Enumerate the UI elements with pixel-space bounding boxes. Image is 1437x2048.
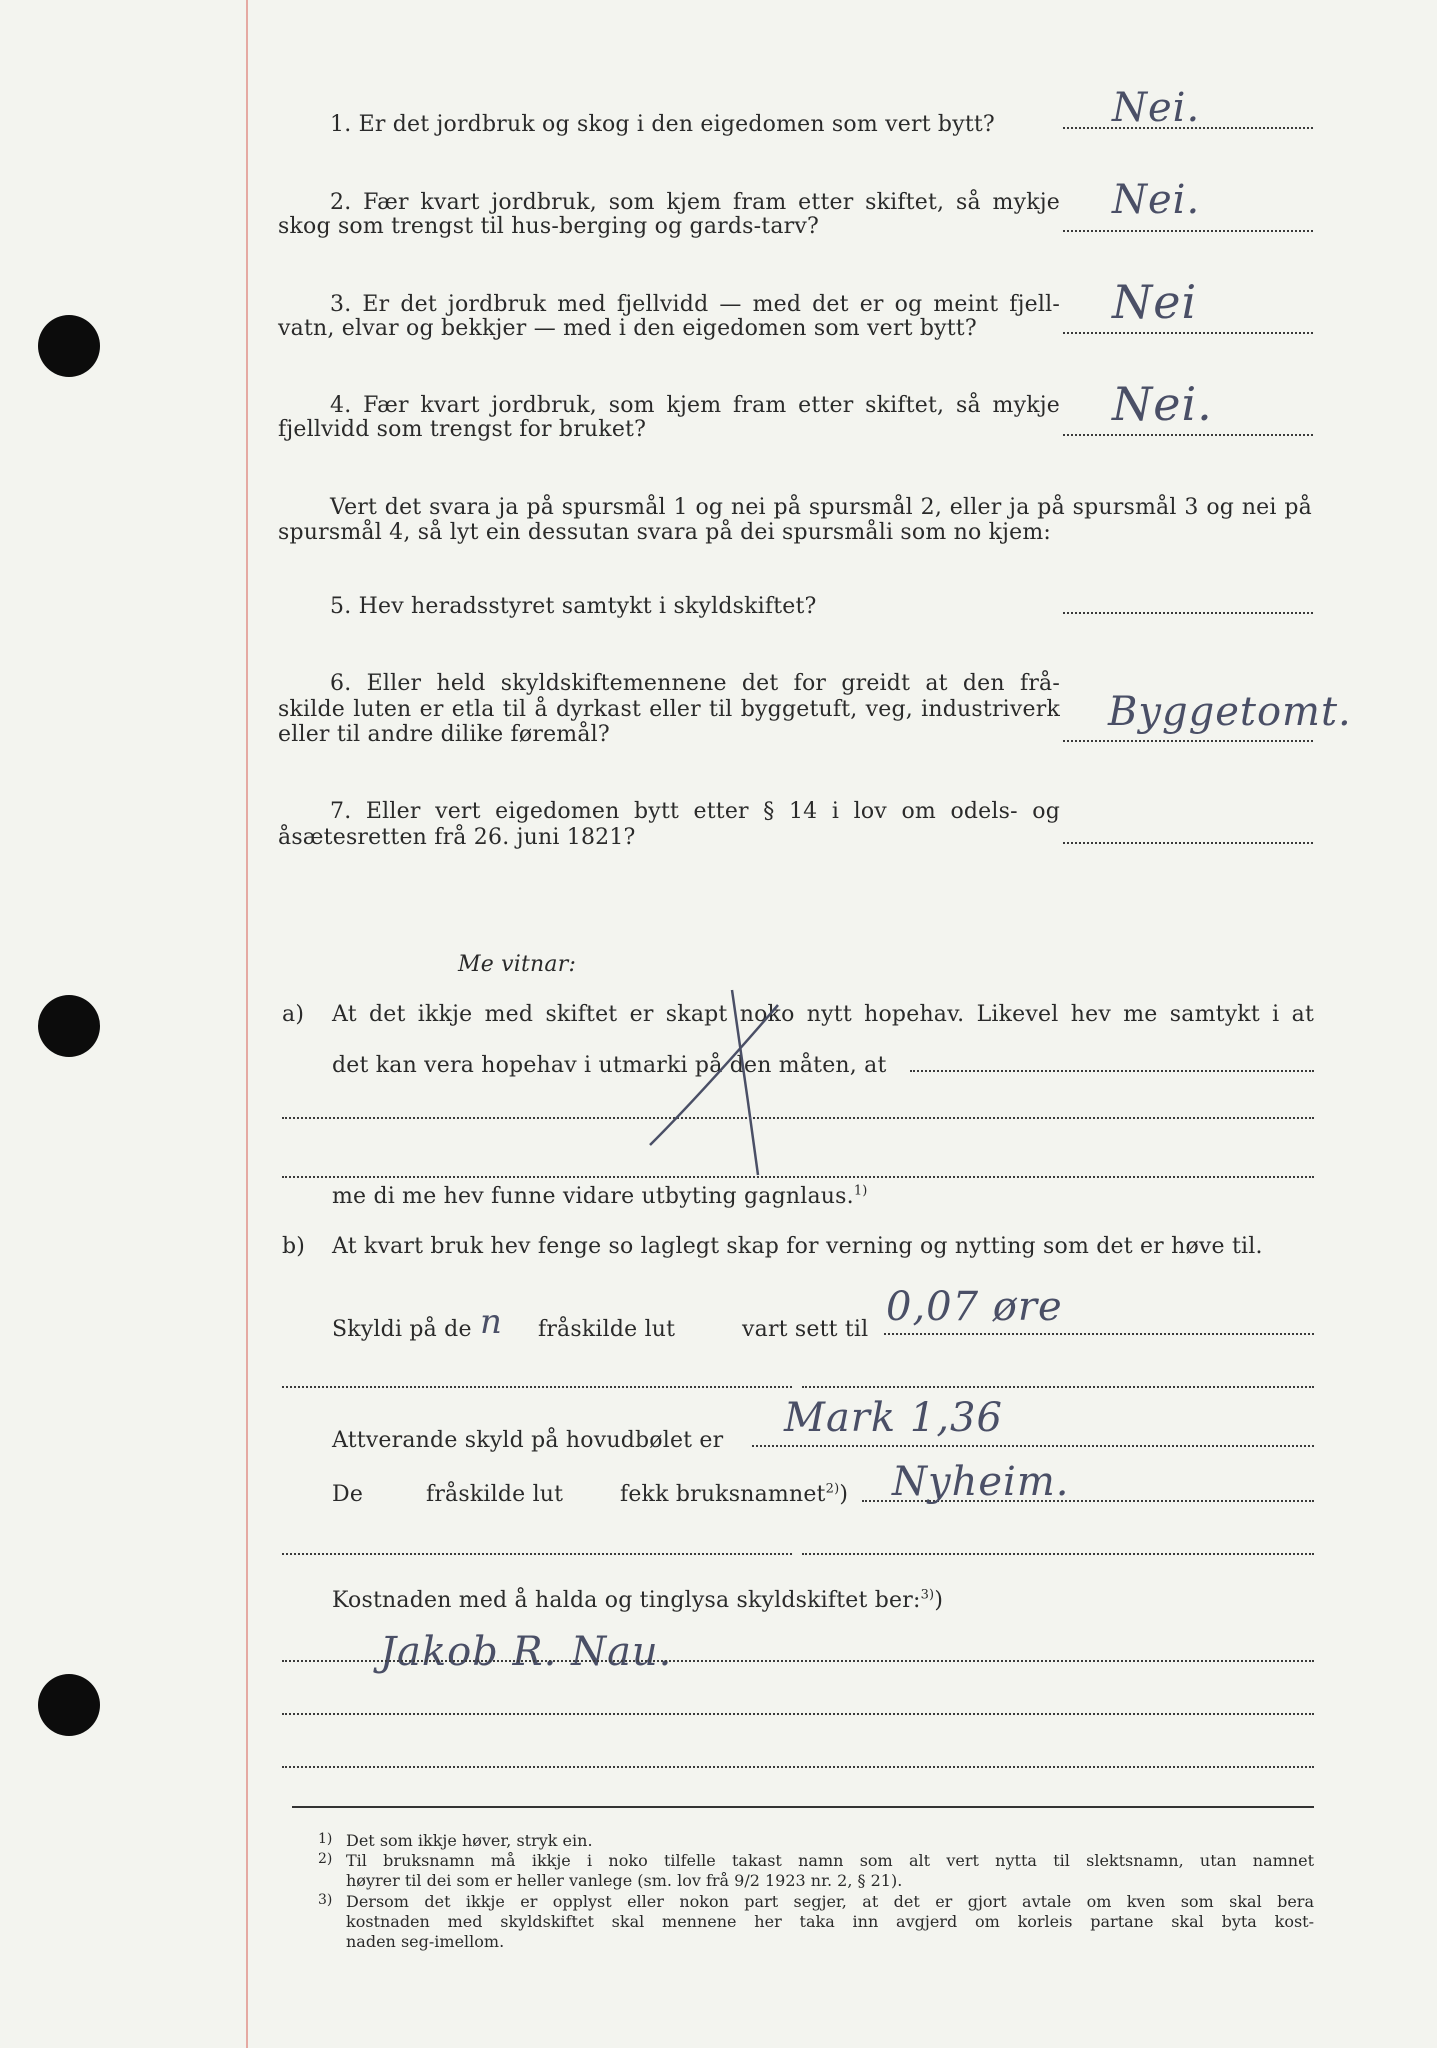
punch-hole-middle xyxy=(38,995,100,1057)
question-3-text-line1: 3. Er det jordbruk med fjellvidd — med det er og meint fjell‑ xyxy=(330,292,1060,317)
answer-line-2 xyxy=(1063,230,1313,232)
footnote-separator xyxy=(292,1806,1314,1808)
question-6-answer: Byggetomt. xyxy=(1108,689,1352,735)
footnote-2-line2: høyrer til dei som er heller vanlege (sm. lov frå 9/2 1923 nr. 2, § 21). xyxy=(346,1871,903,1890)
question-3-text-line2: vatn, elvar og bekkjer — med i den eigedomen som vert bytt? xyxy=(278,316,977,341)
kostnad-label: Kostnaden med å halda og tinglysa skyldskiftet ber:$^{3)}$) xyxy=(332,1587,944,1613)
attverande-answer: Mark 1,36 xyxy=(784,1395,1003,1441)
footnote-3-number: 3) xyxy=(318,1892,333,1908)
bruksnamn-label-b: fråskilde lut xyxy=(426,1482,564,1507)
footnote-ref-1: 1) xyxy=(853,1183,868,1199)
question-5-text: 5. Hev heradsstyret samtykt i skyldskiftet? xyxy=(330,594,817,619)
answer-line-6 xyxy=(1063,740,1313,742)
footnote-1-number: 1) xyxy=(318,1831,333,1847)
bruksnamn-fill-line-left xyxy=(282,1553,792,1555)
question-4-text-line1: 4. Fær kvart jordbruk, som kjem fram etter skiftet, så mykje xyxy=(330,393,1060,418)
witness-a-line3-text: me di me hev funne vidare utbyting gagnlaus. xyxy=(332,1184,854,1209)
footnote-ref-3: 3) xyxy=(920,1587,935,1603)
intro-line1: Vert det svara ja på spursmål 1 og nei på spursmål 2, eller ja på spursmål 3 og nei på xyxy=(330,495,1312,520)
skyld-label-c: vart sett til xyxy=(742,1317,869,1342)
punch-hole-bottom xyxy=(38,1674,100,1736)
witness-heading: Me vitnar: xyxy=(458,952,577,977)
question-6-text-line1: 6. Eller held skyldskiftemennene det for greidt at den frå‑ xyxy=(330,671,1060,696)
skyld-fill-line-right xyxy=(802,1386,1314,1388)
question-2-text-line1: 2. Fær kvart jordbruk, som kjem fram etter skiftet, så mykje xyxy=(330,190,1060,215)
question-7-text-line1: 7. Eller vert eigedomen bytt etter § 14 i lov om odels‑ og xyxy=(330,799,1060,824)
witness-a-fill-line2 xyxy=(282,1117,1314,1119)
witness-a-line2: det kan vera hopehav i utmarki på den måten, at xyxy=(332,1053,887,1078)
skyld-fill-line-left xyxy=(282,1386,792,1388)
answer-line-4 xyxy=(1063,434,1313,436)
bruksnamn-label-c: fekk bruksnamnet$^{2)}$) xyxy=(620,1481,849,1507)
footnote-ref-2: 2) xyxy=(825,1481,840,1497)
witness-a-line1: At det ikkje med skiftet er skapt noko nytt hopehav. Likevel hev me samtykt i at xyxy=(332,1002,1314,1027)
question-4-text-line2: fjellvidd som trengst for bruket? xyxy=(278,417,647,442)
question-7-text-line2: åsætesretten frå 26. juni 1821? xyxy=(278,825,636,850)
footnote-3-line3: naden seg‑imellom. xyxy=(346,1932,505,1951)
punch-hole-top xyxy=(38,315,100,377)
intro-line2: spursmål 4, så lyt ein dessutan svara på dei spursmåli som no kjem: xyxy=(278,520,1052,545)
footnote-1-text: Det som ikkje høver, stryk ein. xyxy=(346,1831,593,1850)
witness-b-label: b) xyxy=(282,1234,306,1259)
question-3-answer: Nei xyxy=(1112,275,1198,329)
question-4-answer: Nei. xyxy=(1112,377,1213,431)
witness-a-fill-line1 xyxy=(910,1070,1314,1072)
witness-a-fill-line3 xyxy=(282,1176,1314,1178)
attverande-label: Attverande skyld på hovudbølet er xyxy=(332,1428,724,1453)
skyld-handwritten-n: n xyxy=(480,1302,503,1342)
bruksnamn-fill-line-right xyxy=(802,1553,1314,1555)
kostnad-fill-line-1 xyxy=(282,1660,1314,1662)
answer-line-3 xyxy=(1063,332,1313,334)
answer-line-7 xyxy=(1063,842,1313,844)
skyld-answer: 0,07 øre xyxy=(886,1284,1063,1330)
attverande-answer-line xyxy=(752,1445,1314,1447)
witness-b-line1: At kvart bruk hev fenge so laglegt skap for verning og nytting som det er høve til. xyxy=(332,1234,1263,1259)
skyld-label-b: fråskilde lut xyxy=(538,1317,676,1342)
kostnad-label-text: Kostnaden med å halda og tinglysa skyldskiftet ber: xyxy=(332,1588,921,1613)
skyld-answer-line xyxy=(884,1333,1314,1335)
bruksnamn-answer: Nyheim. xyxy=(892,1459,1070,1505)
kostnad-answer: Jakob R. Nau. xyxy=(380,1629,673,1675)
footnote-2-line1: Til bruksnamn må ikkje i noko tilfelle takast namn som alt vert nytta til slektsnamn, utan namnet xyxy=(346,1851,1314,1870)
skyld-label-a: Skyldi på de xyxy=(332,1317,472,1342)
question-2-text-line2: skog som trengst til hus‑berging og gards‑tarv? xyxy=(278,214,819,239)
witness-a-label: a) xyxy=(282,1002,305,1027)
question-6-text-line3: eller til andre dilike føremål? xyxy=(278,722,610,747)
witness-a-line3 xyxy=(332,1184,868,1210)
answer-line-5 xyxy=(1063,612,1313,614)
kostnad-fill-line-2 xyxy=(282,1713,1314,1715)
footnote-3-line2: kostnaden med skyldskiftet skal mennene her taka inn avgjerd om korleis partane skal byta kost‑ xyxy=(346,1912,1314,1931)
bruksnamn-label-c-text: fekk bruksnamnet xyxy=(620,1482,826,1507)
question-2-answer: Nei. xyxy=(1112,177,1201,223)
question-1-text: 1. Er det jordbruk og skog i den eigedomen som vert bytt? xyxy=(330,112,995,137)
strike-through-mark xyxy=(640,985,790,1185)
question-1-answer: Nei. xyxy=(1112,85,1201,131)
question-6-text-line2: skilde luten er etla til å dyrkast eller til byggetuft, veg, industriverk xyxy=(278,697,1060,722)
footnote-2-number: 2) xyxy=(318,1851,333,1867)
footnote-3-line1: Dersom det ikkje er opplyst eller nokon part segjer, at det er gjort avtale om kven som skal bera xyxy=(346,1892,1314,1911)
margin-rule xyxy=(246,0,248,2048)
kostnad-fill-line-3 xyxy=(282,1766,1314,1768)
bruksnamn-label-a: De xyxy=(332,1482,364,1507)
